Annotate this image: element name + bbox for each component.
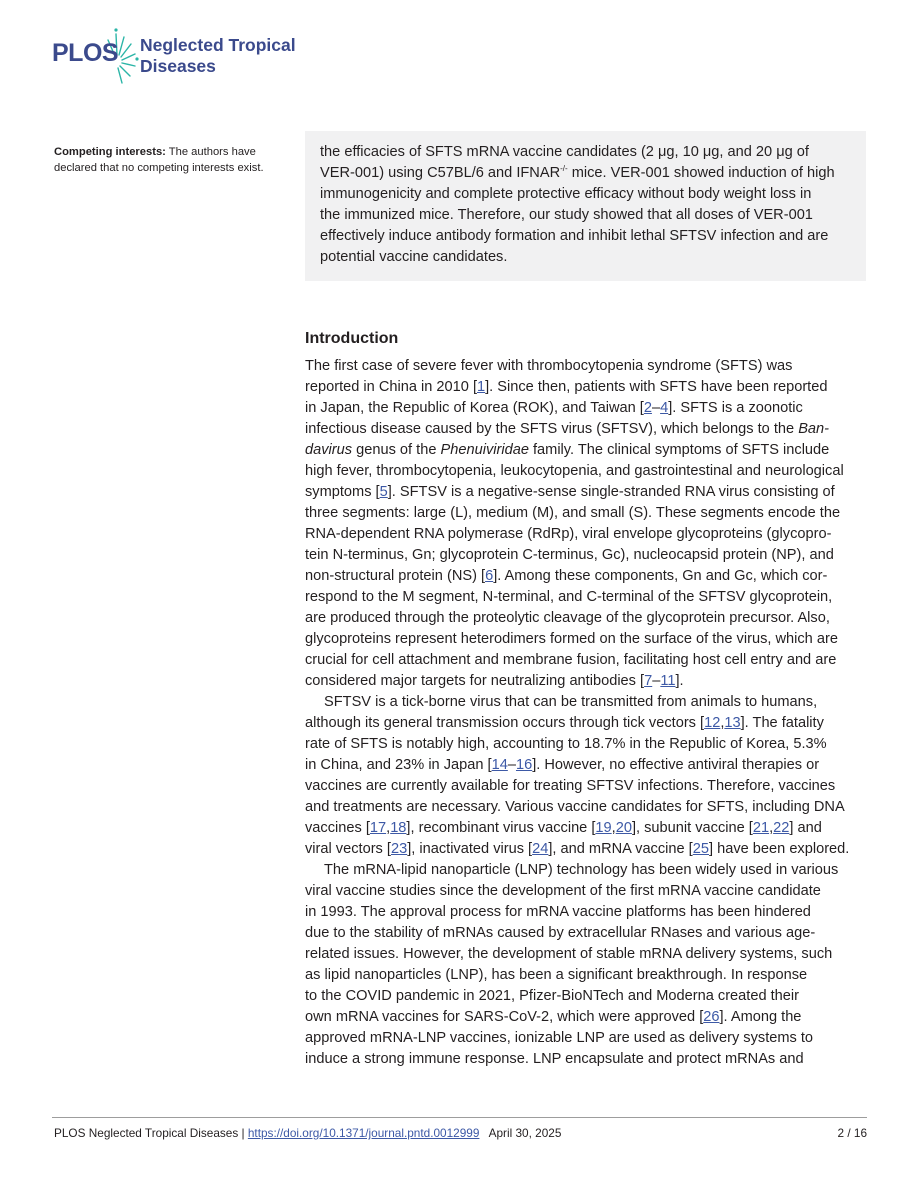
text-line: induce a strong immune response. LNP encapsulate and protect mRNAs and (305, 1051, 804, 1067)
text-line: in Japan, the Republic of Korea (ROK), and Taiwan [2–4]. SFTS is a zoonotic (305, 400, 803, 416)
text-line: viral vectors [23], inactivated virus [24], and mRNA vaccine [25] have been explored. (305, 841, 850, 857)
abstract-line: effectively induce antibody formation and inhibit lethal SFTSV infection and are (320, 228, 829, 244)
text-line: SFTSV is a tick-borne virus that can be transmitted from animals to humans, (324, 694, 818, 710)
text-line: glycoproteins represent heterodimers formed on the surface of the virus, which are (305, 631, 838, 647)
citation-link[interactable]: 24 (532, 841, 549, 857)
text-line: rate of SFTS is notably high, accounting to 18.7% in the Republic of Korea, 5.3% (305, 736, 827, 752)
citation-link[interactable]: 2 (643, 400, 652, 416)
text-line: although its general transmission occurs through tick vectors [12,13]. The fatality (305, 715, 824, 731)
text-line: and treatments are necessary. Various vaccine candidates for SFTS, including DNA (305, 799, 845, 815)
text-line: vaccines are currently available for treating SFTSV infections. Therefore, vaccines (305, 778, 836, 794)
text-line: considered major targets for neutralizing antibodies [7–11]. (305, 673, 684, 689)
citation-link[interactable]: 21 (752, 820, 770, 836)
journal-name-line-2: Diseases (140, 56, 216, 76)
journal-logo (52, 26, 322, 86)
paragraph-1 (305, 356, 867, 692)
competing-interests-text: The authors have declared that no competing interests exist. (54, 146, 264, 174)
citation-link[interactable]: 25 (692, 841, 709, 857)
citation-link[interactable]: 18 (390, 820, 407, 836)
citation-link[interactable]: 5 (379, 484, 388, 500)
text-line: crucial for cell attachment and membrane fusion, facilitating host cell entry and are (305, 652, 837, 668)
abstract-line: potential vaccine candidates. (320, 249, 508, 265)
footer-journal: PLOS Neglected Tropical Diseases | (54, 1126, 248, 1140)
citation-link[interactable]: 7 (644, 673, 653, 689)
text-line: The first case of severe fever with thrombocytopenia syndrome (SFTS) was (305, 358, 793, 374)
text-line: in China, and 23% in Japan [14–16]. However, no effective antiviral therapies or (305, 757, 820, 773)
abstract-text (320, 142, 852, 268)
citation-link[interactable]: 14 (491, 757, 508, 773)
citation-link[interactable]: 1 (477, 379, 486, 395)
text-line: The mRNA-lipid nanoparticle (LNP) technology has been widely used in various (324, 862, 839, 878)
citation-link[interactable]: 12 (704, 715, 721, 731)
text-line: related issues. However, the development of stable mRNA delivery systems, such (305, 946, 833, 962)
text-line: davirus genus of the Phenuiviridae family. The clinical symptoms of SFTS include (305, 442, 830, 458)
text-line: reported in China in 2010 [1]. Since then, patients with SFTS have been reported (305, 379, 828, 395)
abstract-line: VER-001) using C57BL/6 and IFNAR-/- mice. VER-001 showed induction of high (320, 164, 835, 181)
journal-name (140, 35, 296, 77)
text-line: to the COVID pandemic in 2021, Pfizer-BioNTech and Moderna created their (305, 988, 800, 1004)
text-line: non-structural protein (NS) [6]. Among these components, Gn and Gc, which cor- (305, 568, 828, 584)
citation-link[interactable]: 22 (773, 820, 790, 836)
text-line: respond to the M segment, N-terminal, and C-terminal of the SFTSV glycoprotein, (305, 589, 833, 605)
text-line: due to the stability of mRNAs caused by extracellular RNases and various age- (305, 925, 816, 941)
text-line: high fever, thrombocytopenia, leukocytopenia, and gastrointestinal and neurological (305, 463, 844, 479)
citation-link[interactable]: 26 (703, 1009, 720, 1025)
paragraph-2 (305, 692, 867, 860)
text-line: viral vaccine studies since the development of the first mRNA vaccine candidate (305, 883, 821, 899)
abstract-line: the efficacies of SFTS mRNA vaccine candidates (2 μg, 10 μg, and 20 μg of (320, 144, 809, 160)
footer-date: April 30, 2025 (479, 1126, 562, 1140)
competing-interests-label: Competing interests: (54, 146, 166, 158)
journal-name-line-1: Neglected Tropical (140, 35, 296, 55)
citation-link[interactable]: 23 (390, 841, 408, 857)
superscript: -/- (560, 164, 568, 173)
abstract-line: immunogenicity and complete protective efficacy without body weight loss in (320, 186, 812, 202)
text-line: tein N-terminus, Gn; glycoprotein C-terminus, Gc), nucleocapsid protein (NP), and (305, 547, 834, 563)
text-line: three segments: large (L), medium (M), and small (S). These segments encode the (305, 505, 841, 521)
section-title: Introduction (305, 330, 399, 347)
citation-link[interactable]: 4 (660, 400, 669, 416)
competing-interests-note (54, 144, 279, 176)
abstract-line: the immunized mice. Therefore, our study showed that all doses of VER-001 (320, 207, 813, 223)
page-number: 2 / 16 (837, 1126, 867, 1140)
plos-wordmark: PLOS (52, 39, 119, 67)
footer-divider (52, 1117, 867, 1118)
citation-link[interactable]: 20 (615, 820, 632, 836)
text-line: are produced through the proteolytic cleavage of the glycoprotein precursor. Also, (305, 610, 830, 626)
text-line: RNA-dependent RNA polymerase (RdRp), viral envelope glycoproteins (glycopro- (305, 526, 832, 542)
citation-link[interactable]: 19 (595, 820, 612, 836)
text-line: vaccines [17,18], recombinant virus vaccine [19,20], subunit vaccine [21,22] and (305, 820, 822, 836)
text-line: approved mRNA-LNP vaccines, ionizable LNP are used as delivery systems to (305, 1030, 814, 1046)
citation-link[interactable]: 13 (724, 715, 741, 731)
paragraph-3 (305, 860, 867, 1070)
text-line: infectious disease caused by the SFTS virus (SFTSV), which belongs to the Ban- (305, 421, 830, 437)
text-line: own mRNA vaccines for SARS-CoV-2, which were approved [26]. Among the (305, 1009, 802, 1025)
text-line: in 1993. The approval process for mRNA vaccine platforms has been hindered (305, 904, 811, 920)
citation-link[interactable]: 16 (515, 757, 533, 773)
text-line: symptoms [5]. SFTSV is a negative-sense single-stranded RNA virus consisting of (305, 484, 835, 500)
doi-link[interactable]: https://doi.org/10.1371/journal.pntd.0012999 (247, 1126, 480, 1140)
citation-link[interactable]: 17 (369, 820, 387, 836)
citation-link[interactable]: 6 (485, 568, 494, 584)
text-line: as lipid nanoparticles (LNP), has been a significant breakthrough. In response (305, 967, 808, 983)
citation-link[interactable]: 11 (660, 673, 676, 689)
page-footer (54, 1125, 867, 1141)
